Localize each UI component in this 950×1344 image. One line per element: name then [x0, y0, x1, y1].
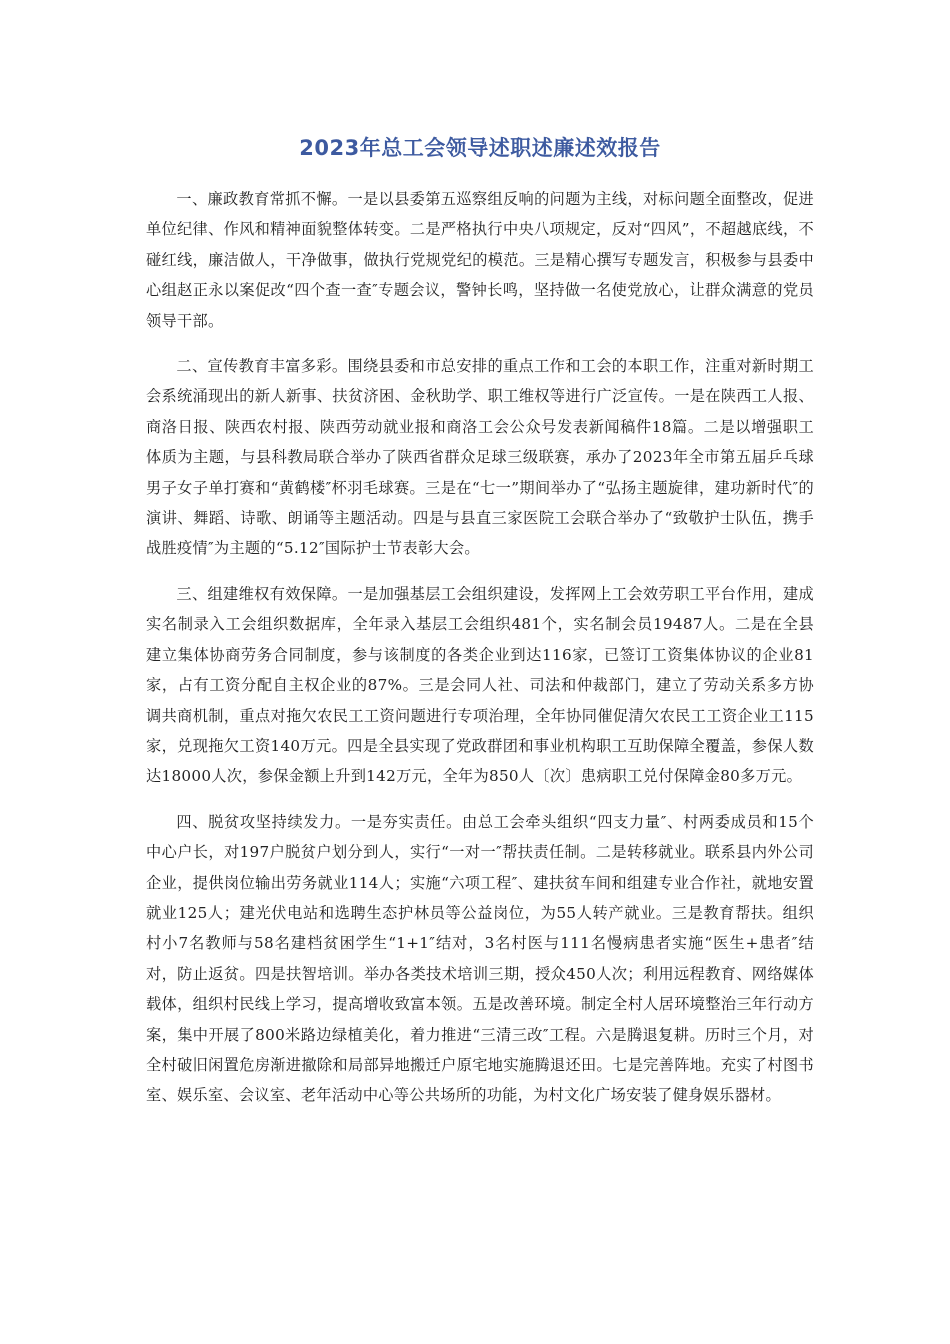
document-title: 2023年总工会领导述职述廉述效报告 [299, 136, 661, 160]
paragraph-publicity-education: 二、宣传教育丰富多彩。围绕县委和市总安排的重点工作和工会的本职工作，注重对新时期工会系统涌现出的新人新事、扶贫济困、金秋助学、职工维权等进行广泛宣传。一是在陕西工人报、商洛日报、陕西农村报、陕西劳动就业报和商洛工会公众号发表新闻稿件18篇。二是以增强职工体质为主题，与县科教局联合举办了陕西省群众足球三级联赛，承办了2023年全市第五届乒乓球男子女子单打赛和“黄鹤楼″杯羽毛球赛。三是在“七一”期间举办了“弘扬主题旋律，建功新时代″的演讲、舞蹈、诗歌、朗诵等主题活动。四是与县直三家医院工会联合举办了“致敬护士队伍，携手战胜疫情″为主题的“5.12″国际护士节表彰大会。 [146, 357, 814, 558]
document-page [146, 128, 814, 1126]
paragraph-poverty-alleviation: 四、脱贫攻坚持续发力。一是夯实责任。由总工会牵头组织“四支力量″、村两委成员和15个中心户长，对197户脱贫户划分到人，实行“一对一″帮扶责任制。二是转移就业。联系县内外公司企业，提供岗位输出劳务就业114人；实施“六项工程″、建扶贫车间和组建专业合作社，就地安置就业125人；建光伏电站和选聘生态护林员等公益岗位，为55人转产就业。三是教育帮扶。组织村小7名教师与58名建档贫困学生“1+1″结对，3名村医与111名慢病患者实施“医生+患者″结对，防止返贫。四是扶智培训。举办各类技术培训三期，授众450人次；利用远程教育、网络媒体载体，组织村民线上学习，提高增收致富本领。五是改善环境。制定全村人居环境整治三年行动方案，集中开展了800米路边绿植美化，着力推进“三清三改″工程。六是腾退复耕。历时三个月，对全村破旧闲置危房渐进撤除和局部异地搬迁户原宅地实施腾退还田。七是完善阵地。充实了村图书室、娱乐室、会议室、老年活动中心等公共场所的功能，为村文化广场安装了健身娱乐器材。 [146, 812, 814, 1105]
paragraph-rights-protection: 三、组建维权有效保障。一是加强基层工会组织建设，发挥网上工会效劳职工平台作用，建成实名制录入工会组织数据库，全年录入基层工会组织481个，实名制会员19487人。二是在全县建立集体协商劳务合同制度，参与该制度的各类企业到达116家，已签订工资集体协议的企业81家，占有工资分配自主权企业的87%。三是会同人社、司法和仲裁部门，建立了劳动关系多方协调共商机制，重点对拖欠农民工工资问题进行专项治理，全年协同催促清欠农民工工资企业工115家，兑现拖欠工资140万元。四是全县实现了党政群团和事业机构职工互助保障全覆盖，参保人数达18000人次，参保金额上升到142万元，全年为850人〔次〕患病职工兑付保障金80多万元。 [146, 584, 814, 786]
paragraph-integrity-education: 一、廉政教育常抓不懈。一是以县委第五巡察组反响的问题为主线，对标问题全面整改，促进单位纪律、作风和精神面貌整体转变。二是严格执行中央八项规定，反对“四风”，不超越底线，不碰红线，廉洁做人，干净做事，做执行党规党纪的模范。三是精心撰写专题发言，积极参与县委中心组赵正永以案促改“四个查一查″专题会议，警钟长鸣，坚持做一名使党放心，让群众满意的党员领导干部。 [146, 190, 814, 330]
